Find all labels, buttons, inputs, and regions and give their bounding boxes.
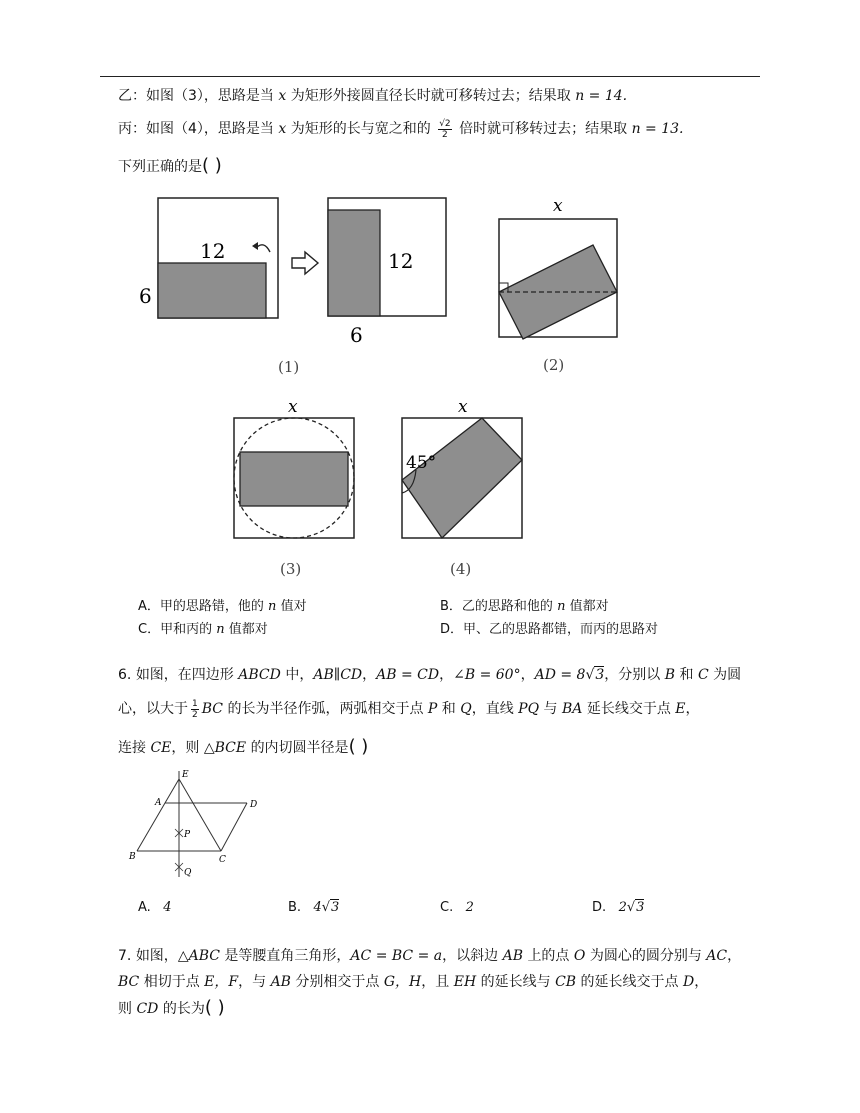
q6-option-a[interactable]: A. 4 — [138, 900, 172, 915]
header-rule — [100, 76, 760, 77]
figure-4 — [398, 398, 533, 578]
fig1-rect-vertical — [328, 210, 380, 316]
q6-line-1: 6. 如图，在四边形 ABCD 中，AB∥CD，AB = CD，∠B = 60°，AD = 8√3，分别以 B 和 C 为圆 — [118, 667, 742, 683]
q6-option-c[interactable]: C. 2 — [440, 900, 474, 915]
fig4-caption: (4) — [450, 560, 472, 578]
q5-option-d[interactable]: D．甲、乙的思路都错，而丙的思路对 — [440, 622, 659, 637]
q6-line-dc — [221, 803, 247, 851]
fig2-label-x: x — [553, 196, 563, 216]
q6-label-d: D — [250, 800, 258, 810]
fig1-label-12: 12 — [200, 239, 226, 263]
fig1-label-12-right: 12 — [388, 249, 414, 273]
q5-prompt: 下列正确的是( ) — [118, 155, 222, 176]
fig1-rotate-arrow-icon — [256, 245, 270, 252]
q6-line-3: 连接 CE，则 △BCE 的内切圆半径是( ) — [118, 736, 369, 757]
fig3-caption: (3) — [280, 560, 302, 578]
q7-line-3: 则 CD 的长为( ) — [118, 997, 225, 1018]
yi-statement: 乙：如图（3），思路是当 x 为矩形外接圆直径长时就可移转过去；结果取 n = 14. — [118, 88, 628, 104]
q7-line-1: 7. 如图，△ABC 是等腰直角三角形，AC = BC = a，以斜边 AB 上的点 O 为圆心的圆分别与 AC， — [118, 948, 742, 964]
fig1-transition-arrow-icon — [292, 252, 318, 274]
one-half-fraction: $\frac{1}{2}$ — [192, 698, 198, 720]
q6-label-e: E — [182, 770, 189, 780]
fig1-rect-horizontal — [158, 263, 266, 318]
q6-option-d[interactable]: D. 2√3 — [592, 900, 645, 915]
q7-line-2: BC 相切于点 E，F，与 AB 分别相交于点 G，H，且 EH 的延长线与 CB 的延长线交于点 D， — [118, 974, 709, 990]
sqrt2-over-2-fraction: $\frac{√2}{2}$ — [439, 118, 451, 140]
figure-3 — [228, 398, 363, 578]
q6-label-a: A — [155, 798, 162, 808]
fig3-label-x: x — [288, 397, 298, 417]
fig4-tilted-rect — [402, 418, 522, 538]
q6-label-q: Q — [184, 868, 192, 878]
q6-label-p: P — [184, 830, 191, 840]
q6-figure — [125, 765, 265, 885]
q6-line-be — [137, 779, 179, 851]
q5-option-c[interactable]: C．甲和丙的 n 值都对 — [138, 622, 268, 637]
fig1-caption: (1) — [278, 358, 300, 376]
fig1-label-6-bottom: 6 — [350, 323, 363, 347]
fig4-label-x: x — [458, 397, 468, 417]
q5-option-a[interactable]: A．甲的思路错，他的 n 值对 — [138, 599, 307, 614]
q6-label-c: C — [219, 855, 226, 865]
bing-statement: 丙：如图（4），思路是当 x 为矩形的长与宽之和的 $\frac{√2}{2}$ 倍时就可移转过去；结果取 n = 13. — [118, 118, 684, 140]
q6-line-ec — [179, 779, 221, 851]
fig3-rect — [240, 452, 348, 506]
q6-option-b[interactable]: B. 4√3 — [288, 900, 340, 915]
q6-line-2: 心，以大于 $\frac{1}{2}$ BC 的长为半径作弧，两弧相交于点 P 和 Q，直线 PQ 与 BA 延长线交于点 E， — [118, 698, 700, 720]
fig4-angle-label: 45° — [406, 453, 437, 473]
q6-label-b: B — [129, 852, 136, 862]
fig2-caption: (2) — [543, 356, 565, 374]
fig1-arrowhead-icon — [252, 242, 258, 250]
fig1-label-6: 6 — [139, 284, 152, 308]
q5-option-b[interactable]: B．乙的思路和他的 n 值都对 — [440, 599, 609, 614]
figure-1 — [130, 190, 460, 380]
figure-2 — [495, 195, 625, 375]
